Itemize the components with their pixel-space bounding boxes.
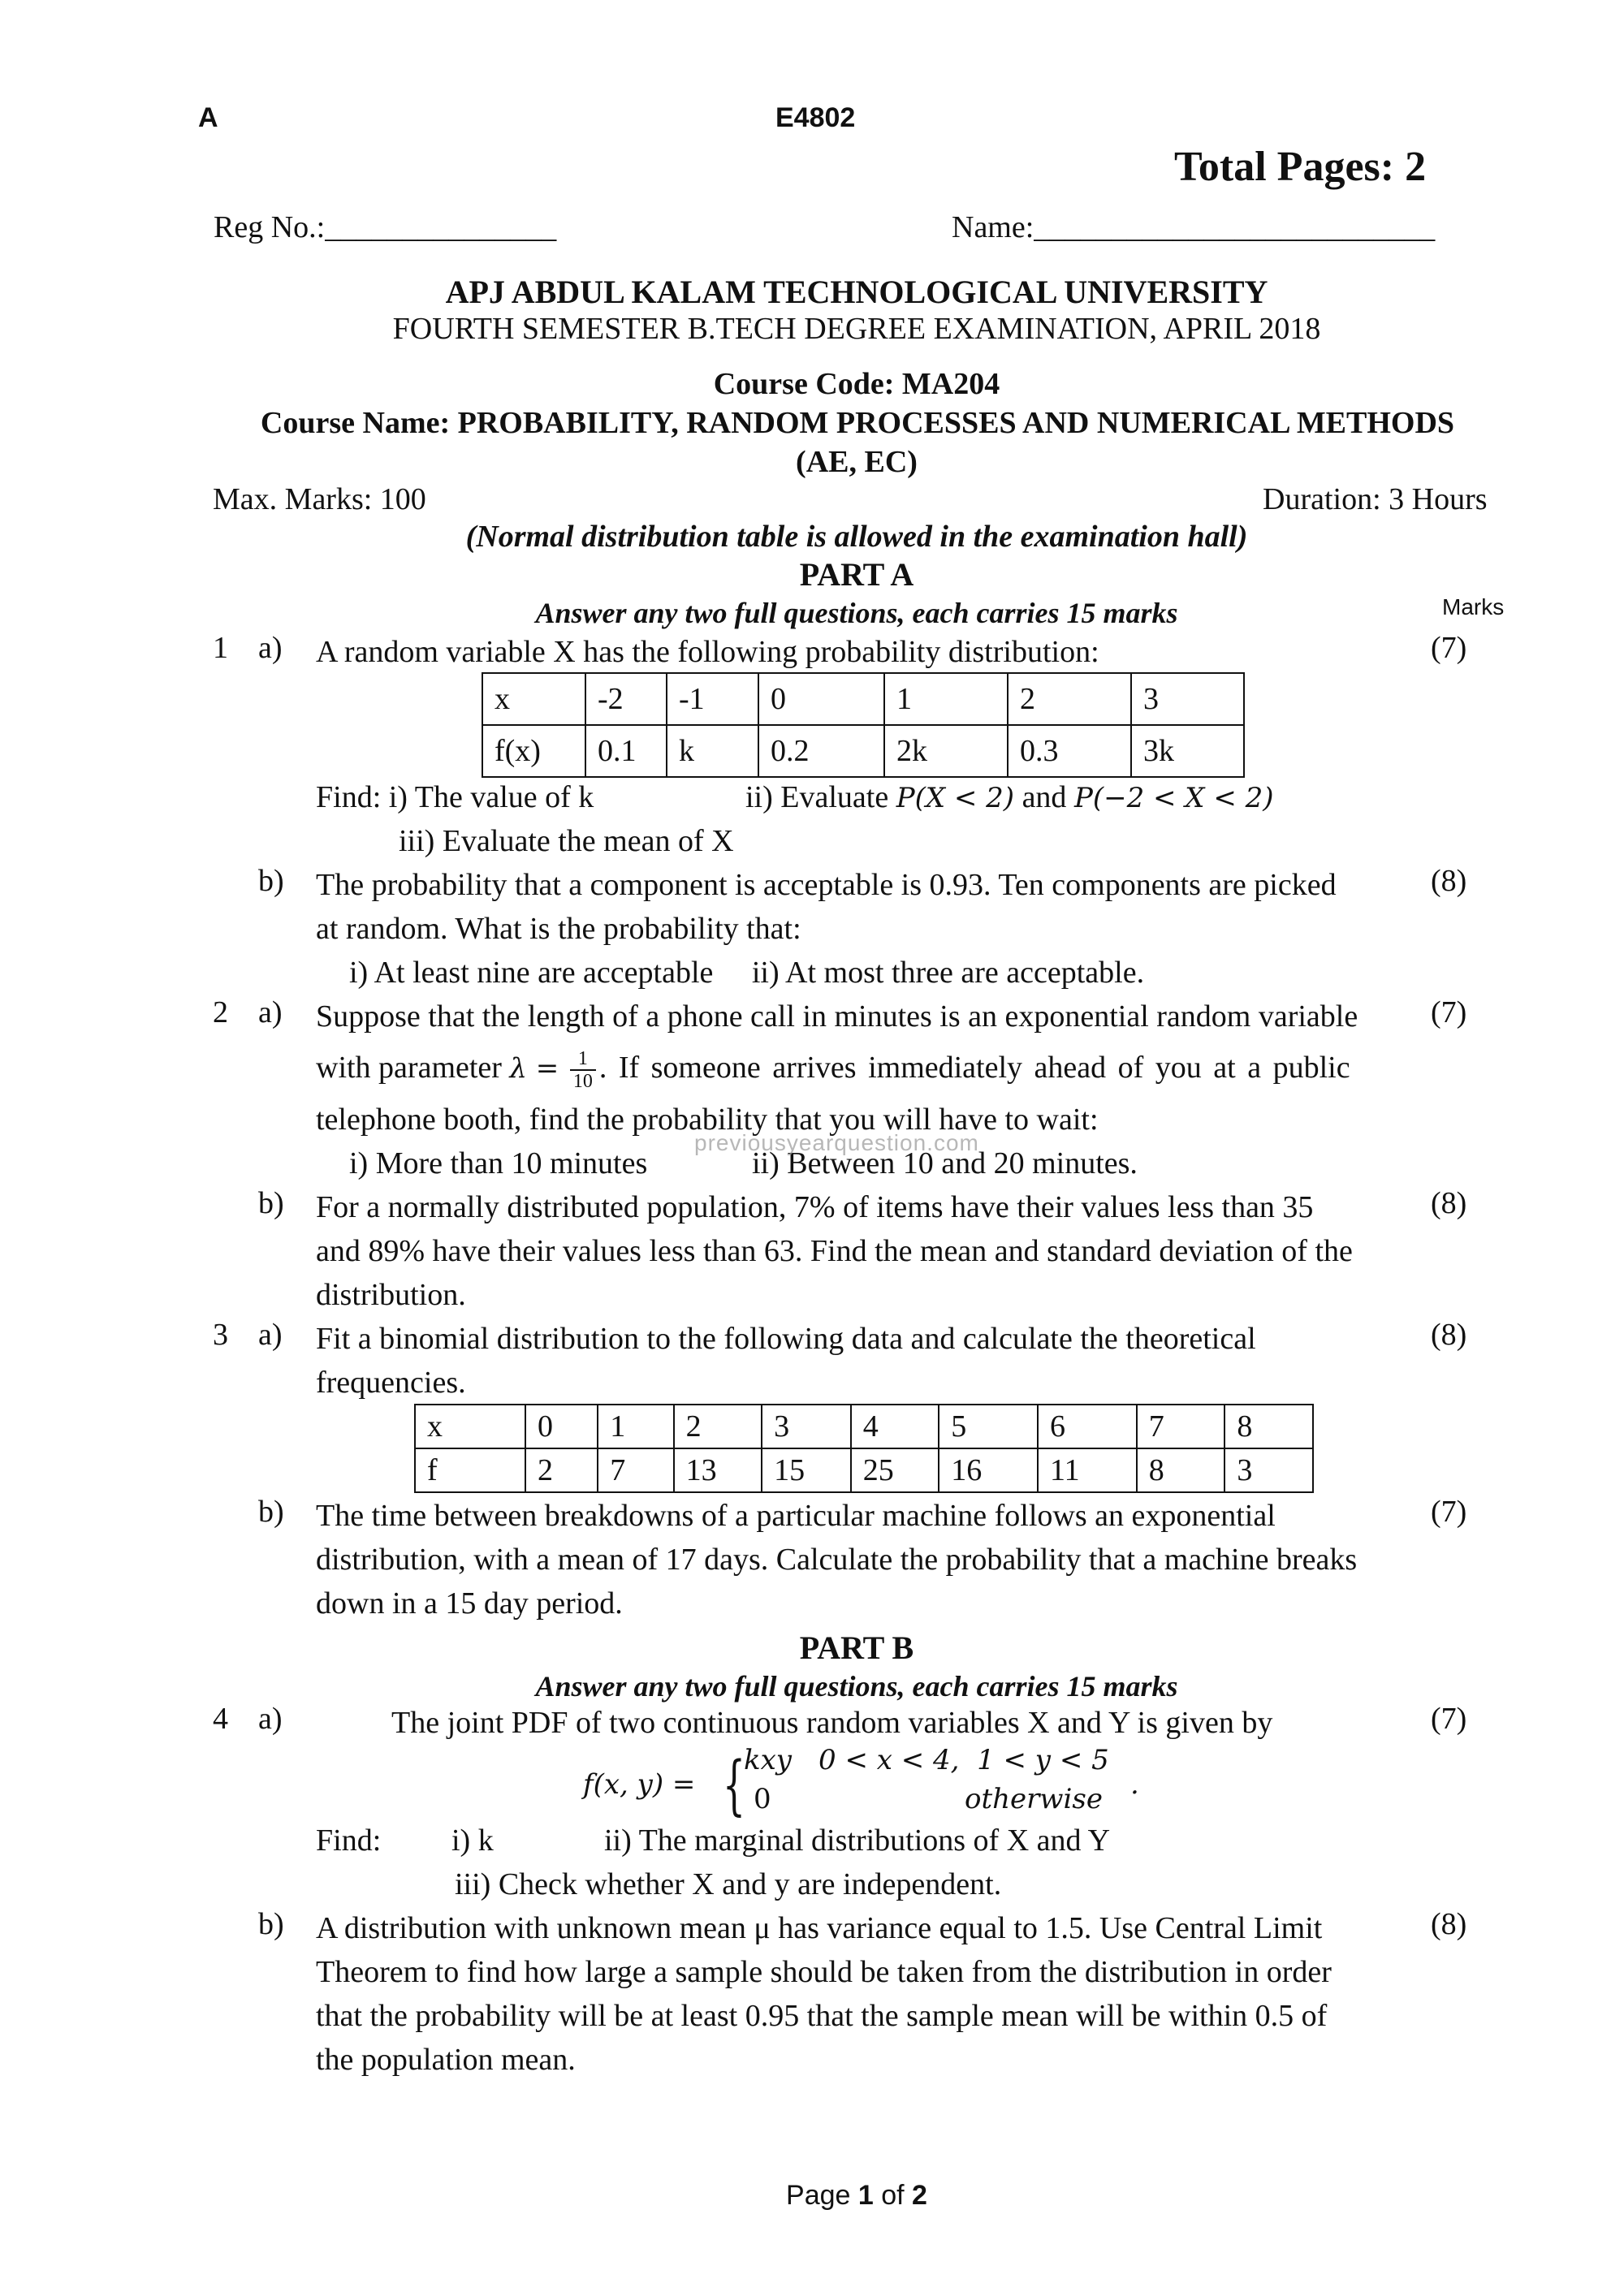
- left-brace: {: [723, 1747, 745, 1823]
- q1b-marks: (8): [1431, 864, 1467, 898]
- table-cell: 1: [884, 673, 1008, 725]
- table-cell: k: [667, 725, 758, 777]
- total-page-count: 2: [912, 2180, 927, 2211]
- table-cell: 8: [1137, 1448, 1225, 1492]
- watermark: previousyearquestion.com: [694, 1130, 979, 1155]
- q4b-line-2: Theorem to find how large a sample should be taken from the distribution in order: [316, 1955, 1332, 1989]
- part-a-heading: PART A: [799, 556, 914, 593]
- table-cell: f: [415, 1448, 525, 1492]
- q3a-line-1: Fit a binomial distribution to the following data and calculate the theoretical: [316, 1322, 1256, 1356]
- table-cell: f(x): [482, 725, 585, 777]
- math-expression: P(−2 < X < 2): [1073, 782, 1274, 814]
- table-cell: 25: [851, 1448, 939, 1492]
- q4b-marks: (8): [1431, 1907, 1467, 1941]
- function-label: f(x, y) =: [583, 1768, 696, 1801]
- q4a-marks: (7): [1431, 1702, 1467, 1736]
- text-fragment: . If someone arrives immediately ahead of you at a public: [598, 1051, 1350, 1085]
- page-footer: [0, 2180, 1624, 2212]
- q2a-line-3: telephone booth, find the probability that you will have to wait:: [316, 1103, 1099, 1137]
- marks-column-label: Marks: [1442, 594, 1505, 619]
- sub-question-label: b): [258, 1907, 284, 1941]
- part-b-instruction: Answer any two full questions, each carries 15 marks: [535, 1670, 1178, 1703]
- table-cell: 2: [525, 1448, 598, 1492]
- q3b-line-3: down in a 15 day period.: [316, 1586, 623, 1621]
- q1a-marks: (7): [1431, 631, 1467, 665]
- table-row: [415, 1405, 1313, 1448]
- q4a-line-1: The joint PDF of two continuous random variables X and Y is given by: [391, 1706, 1273, 1740]
- q1a-text: A random variable X has the following probability distribution:: [316, 635, 1099, 669]
- table-cell: 16: [939, 1448, 1038, 1492]
- q1a-find-iii: iii) Evaluate the mean of X: [399, 824, 734, 858]
- text-fragment: with parameter: [316, 1051, 502, 1085]
- q4b-line-1: A distribution with unknown mean μ has variance equal to 1.5. Use Central Limit: [316, 1911, 1323, 1945]
- table-row: [482, 673, 1244, 725]
- frequency-table: [414, 1404, 1314, 1493]
- part-b-heading: PART B: [799, 1629, 914, 1666]
- question-number: 4: [213, 1702, 228, 1736]
- question-number: 1: [213, 631, 228, 665]
- q3b-marks: (7): [1431, 1495, 1467, 1529]
- case-1-expression: kxy: [744, 1744, 792, 1776]
- q4b-line-4: the population mean.: [316, 2043, 576, 2077]
- q4a-find-i: i) k: [451, 1823, 494, 1858]
- table-row: [415, 1448, 1313, 1492]
- q1b-line-2: at random. What is the probability that:: [316, 912, 801, 946]
- q4a-find-iii: iii) Check whether X and y are independent.: [455, 1867, 1002, 1901]
- current-page: 1: [857, 2180, 874, 2211]
- q1a-find-i: Find: i) The value of k: [316, 780, 594, 814]
- q2a-option-i: i) More than 10 minutes: [349, 1146, 648, 1180]
- table-cell: 3: [1224, 1448, 1313, 1492]
- table-cell: 1: [598, 1405, 673, 1448]
- set-letter: A: [198, 102, 218, 133]
- lambda-symbol: λ =: [509, 1052, 559, 1085]
- q1a-find-ii: [745, 775, 1274, 820]
- university-name: APJ ABDUL KALAM TECHNOLOGICAL UNIVERSITY: [445, 274, 1268, 310]
- table-cell: 2: [674, 1405, 762, 1448]
- q3a-line-2: frequencies.: [316, 1366, 466, 1400]
- fraction: [570, 1048, 596, 1092]
- fraction-numerator: 1: [570, 1048, 596, 1071]
- table-cell: 8: [1224, 1405, 1313, 1448]
- table-cell: 7: [1137, 1405, 1225, 1448]
- branches: (AE, EC): [796, 445, 918, 479]
- table-cell: 2k: [884, 725, 1008, 777]
- joint-pdf-equation: [583, 1744, 1151, 1825]
- course-name: Course Name: PROBABILITY, RANDOM PROCESSES AND NUMERICAL METHODS: [260, 406, 1455, 440]
- period: .: [1130, 1768, 1139, 1801]
- footer-text: of: [873, 2180, 913, 2211]
- q3b-line-2: distribution, with a mean of 17 days. Calculate the probability that a machine breaks: [316, 1543, 1358, 1577]
- paper-code: E4802: [775, 102, 856, 133]
- probability-distribution-table: [482, 672, 1245, 778]
- exam-note: (Normal distribution table is allowed in the examination hall): [465, 520, 1248, 554]
- course-code: Course Code: MA204: [713, 367, 1000, 401]
- q3a-marks: (8): [1431, 1318, 1467, 1352]
- math-expression: P(X < 2): [896, 782, 1015, 814]
- case-2-condition: otherwise: [965, 1783, 1103, 1815]
- q2a-line-2: [316, 1046, 1350, 1092]
- q1b-line-1: The probability that a component is acceptable is 0.93. Ten components are picked: [316, 868, 1337, 902]
- name-field: Name:__________________________: [952, 210, 1436, 244]
- table-cell: -1: [667, 673, 758, 725]
- table-cell: 15: [762, 1448, 851, 1492]
- case-2-expression: 0: [754, 1783, 771, 1815]
- table-cell: 4: [851, 1405, 939, 1448]
- sub-question-label: a): [258, 631, 283, 665]
- question-number: 2: [213, 995, 228, 1029]
- q2a-marks: (7): [1431, 995, 1467, 1029]
- reg-no-field: Reg No.:_______________: [214, 210, 557, 244]
- sub-question-label: b): [258, 864, 284, 898]
- table-cell: 0.2: [758, 725, 884, 777]
- total-pages: Total Pages: 2: [1174, 144, 1427, 190]
- table-cell: -2: [585, 673, 667, 725]
- sub-question-label: a): [258, 1702, 283, 1736]
- q2a-line-1: Suppose that the length of a phone call in minutes is an exponential random variable: [316, 999, 1358, 1034]
- sub-question-label: a): [258, 995, 283, 1029]
- table-cell: 6: [1038, 1405, 1137, 1448]
- sub-question-label: a): [258, 1318, 283, 1352]
- table-cell: 3k: [1131, 725, 1244, 777]
- table-row: [482, 725, 1244, 777]
- table-cell: 3: [762, 1405, 851, 1448]
- case-1-condition: 0 < x < 4, 1 < y < 5: [818, 1744, 1109, 1776]
- question-number: 3: [213, 1318, 228, 1352]
- q2a-option-ii: ii) Between 10 and 20 minutes.: [752, 1146, 1138, 1180]
- q2b-marks: (8): [1431, 1186, 1467, 1220]
- q2b-line-3: distribution.: [316, 1278, 466, 1312]
- fraction-denominator: 10: [572, 1071, 593, 1093]
- table-cell: 11: [1038, 1448, 1137, 1492]
- table-cell: 2: [1008, 673, 1131, 725]
- table-cell: x: [482, 673, 585, 725]
- q4a-find-label: Find:: [316, 1823, 382, 1858]
- q4a-find-ii: ii) The marginal distributions of X and Y: [604, 1823, 1111, 1858]
- table-cell: 5: [939, 1405, 1038, 1448]
- table-cell: 13: [674, 1448, 762, 1492]
- table-cell: x: [415, 1405, 525, 1448]
- q3b-line-1: The time between breakdowns of a particular machine follows an exponential: [316, 1499, 1276, 1533]
- duration: Duration: 3 Hours: [1263, 482, 1488, 516]
- exam-title: FOURTH SEMESTER B.TECH DEGREE EXAMINATION, APRIL 2018: [392, 312, 1321, 346]
- max-marks: Max. Marks: 100: [213, 482, 426, 516]
- part-a-instruction: Answer any two full questions, each carries 15 marks: [535, 597, 1178, 629]
- footer-text: Page: [786, 2180, 858, 2211]
- q1b-line-3: i) At least nine are acceptable ii) At most three are acceptable.: [349, 956, 1145, 990]
- q4b-line-3: that the probability will be at least 0.95 that the sample mean will be within 0.5 of: [316, 1999, 1328, 2033]
- q2b-line-2: and 89% have their values less than 63. Find the mean and standard deviation of the: [316, 1234, 1353, 1268]
- q2b-line-1: For a normally distributed population, 7% of items have their values less than 35: [316, 1190, 1314, 1224]
- sub-question-label: b): [258, 1495, 284, 1529]
- conjunction: and: [1021, 780, 1067, 814]
- table-cell: 0.1: [585, 725, 667, 777]
- table-cell: 0: [758, 673, 884, 725]
- table-cell: 0: [525, 1405, 598, 1448]
- table-cell: 0.3: [1008, 725, 1131, 777]
- sub-question-label: b): [258, 1186, 284, 1220]
- table-cell: 7: [598, 1448, 673, 1492]
- find-ii-label: ii) Evaluate: [745, 780, 889, 814]
- table-cell: 3: [1131, 673, 1244, 725]
